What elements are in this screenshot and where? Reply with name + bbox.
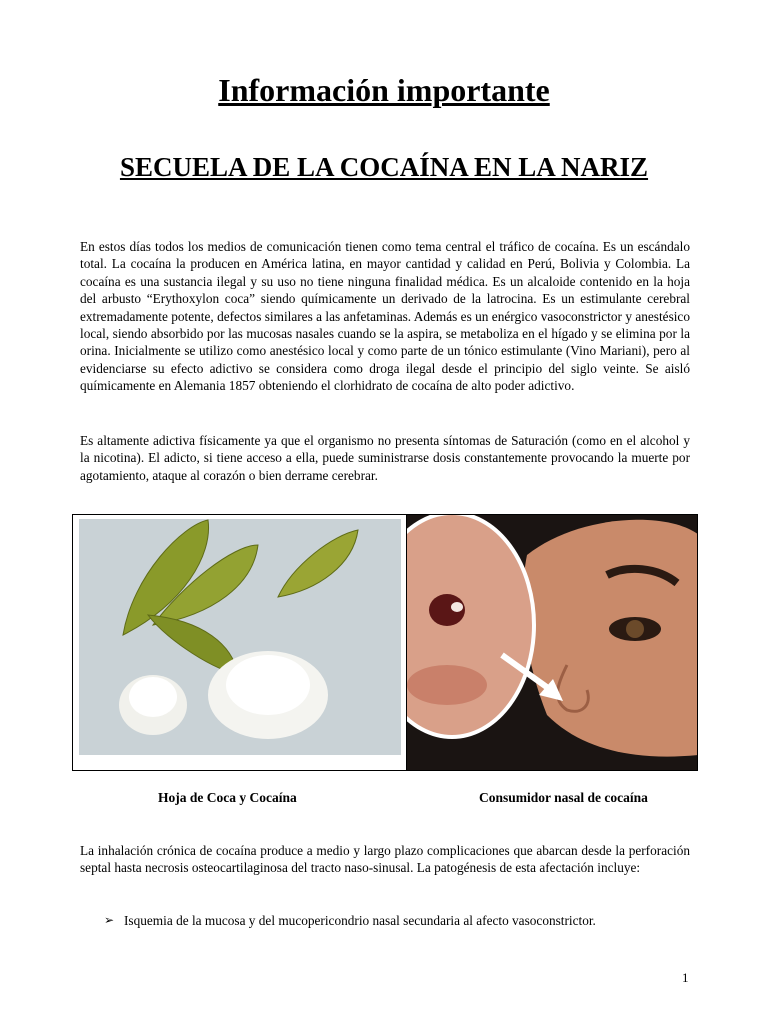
coca-leaves-illustration (73, 515, 406, 770)
figure-table (72, 514, 698, 771)
intro-paragraph: En estos días todos los medios de comunicación tienen como tema central el tráfico de cocaína. Es un escándalo total. La cocaína la producen en América latina, en mayor cantidad y calidad en Perú, Bolivia y Colombia. La cocaína es una sustancia ilegal y su uso no tiene ninguna finalidad médica. Es un alcaloide contenido en la hoja del arbusto “Erythoxylon coca” siendo químicamente un derivado de la latrocina. Es un estimulante cerebral extremadamente potente, defectos similares a las anfetaminas. Además es un enérgico vasoconstrictor y anestésico local, siendo absorbido por las mucosas nasales cuando se la aspira, se metaboliza en el hígado y se elimina por la orina. Inicialmente se utilizo como anestésico local y como parte de un tónico estimulante (Vino Mariani), pero al evidenciarse su efecto adictivo se considera como droga ilegal desde el principio del siglo veinte. Se aisló químicamente en Alemania 1857 obteniendo el clorhidrato de cocaína de alto poder adictivo. (80, 239, 690, 394)
caption-coca-leaf: Hoja de Coca y Cocaína (158, 790, 297, 805)
page-number: 1 (682, 970, 689, 985)
caption-nasal-user: Consumidor nasal de cocaína (479, 790, 648, 805)
coca-leaves-photo (73, 515, 407, 770)
document-title: Información importante (218, 72, 550, 108)
list-item-text: Isquemia de la mucosa y del mucopericondrio nasal secundaria al afecto vasoconstrictor. (124, 913, 596, 928)
arrow-bullet-icon: ➢ (104, 913, 115, 927)
addiction-paragraph: Es altamente adictiva físicamente ya que el organismo no presenta síntomas de Saturación (como en el alcohol y la nicotina). El adicto, si tiene acceso a ella, puede suministrarse dosis constantemente provocando la muerte por agotamiento, ataque al corazón o bien derrame cerebrar. (80, 433, 690, 483)
document-subtitle: SECUELA DE LA COCAÍNA EN LA NARIZ (119, 152, 649, 182)
pathogenesis-paragraph: La inhalación crónica de cocaína produce a medio y largo plazo complicaciones que abarcan desde la perforación septal hasta necrosis osteocartilaginosa del tracto naso-sinusal. La patogénesis de esta afectación incluye: (80, 843, 690, 876)
nasal-user-illustration (407, 515, 697, 770)
nasal-user-photo (407, 515, 697, 770)
list-item (104, 912, 704, 929)
